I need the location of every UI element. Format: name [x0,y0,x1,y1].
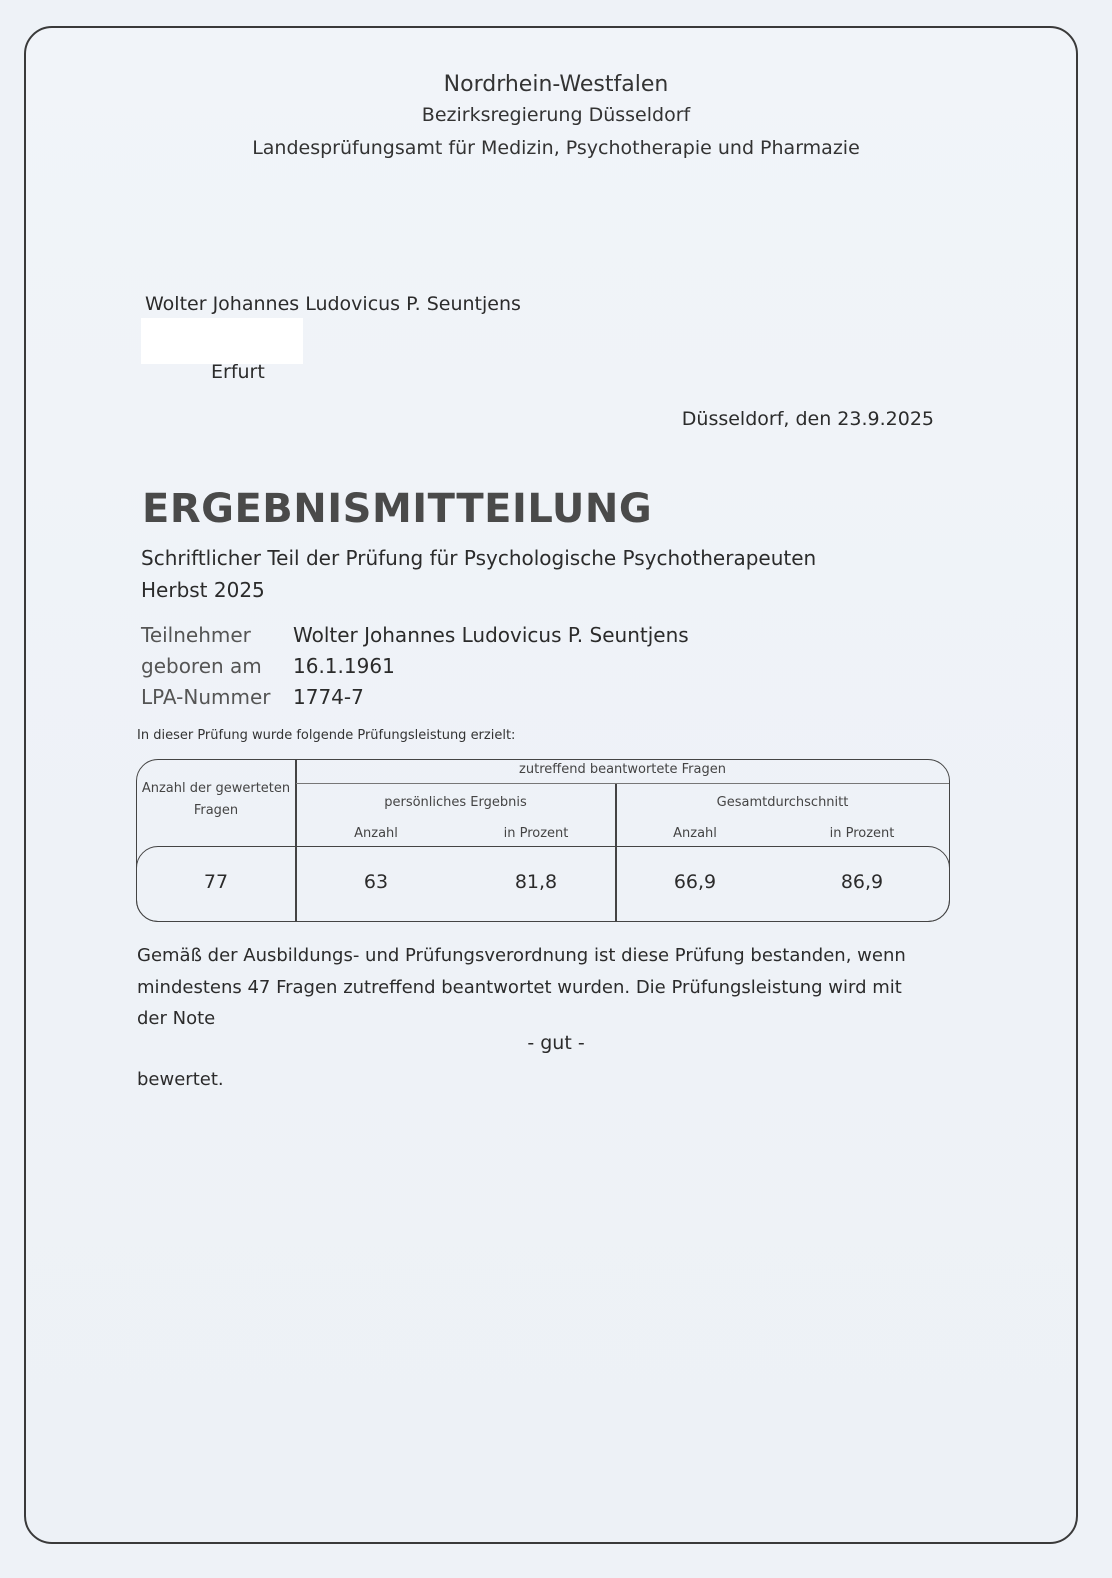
average-count-header: Anzahl [673,826,717,841]
participant-value: Wolter Johannes Ludovicus P. Seuntjens [293,623,689,647]
overall-average-header: Gesamtdurchschnitt [716,795,849,810]
birthdate-label: geboren am [141,654,262,678]
birthdate-value: 16.1.1961 [293,654,395,678]
result-intro: In dieser Prüfung wurde folgende Prüfungsleistung erzielt: [137,728,516,743]
questions-value: 77 [203,871,229,893]
personal-percent-value: 81,8 [514,871,558,893]
recipient-name: Wolter Johannes Ludovicus P. Seuntjens [145,293,521,315]
exam-subtitle: Schriftlicher Teil der Prüfung für Psychologische Psychotherapeuten [141,546,817,570]
participant-label: Teilnehmer [141,623,251,647]
header-office: Landesprüfungsamt für Medizin, Psychotherapie und Pharmazie [252,137,860,159]
personal-percent-header: in Prozent [503,826,569,841]
personal-count-value: 63 [363,871,389,893]
lpa-number-label: LPA-Nummer [141,685,271,709]
document-title: ERGEBNISMITTEILUNG [142,486,653,532]
questions-header-line2: Fragen [193,803,239,818]
average-percent-value: 86,9 [840,871,884,893]
result-paragraph-line: der Note [137,1008,216,1029]
personal-result-header: persönliches Ergebnis [384,795,527,810]
average-percent-header: in Prozent [829,826,895,841]
header-state: Nordrhein-Westfalen [443,72,669,97]
header-authority: Bezirksregierung Düsseldorf [421,104,691,126]
dateline: Düsseldorf, den 23.9.2025 [681,408,934,430]
average-count-value: 66,9 [673,871,717,893]
questions-header-line1: Anzahl der gewerteten [141,781,291,796]
exam-session: Herbst 2025 [141,578,265,602]
lpa-number-value: 1774-7 [293,685,364,709]
personal-count-header: Anzahl [354,826,398,841]
recipient-city: Erfurt [211,361,265,383]
result-paragraph-line: mindestens 47 Fragen zutreffend beantwortet wurden. Die Prüfungsleistung wird mit [137,977,902,998]
grade: - gut - [527,1032,585,1054]
rated-text: bewertet. [137,1069,224,1090]
redacted-address [141,318,303,364]
correct-answers-header: zutreffend beantwortete Fragen [519,762,726,777]
table-divider [296,783,949,784]
result-paragraph-line: Gemäß der Ausbildungs- und Prüfungsverordnung ist diese Prüfung bestanden, wenn [137,945,906,966]
